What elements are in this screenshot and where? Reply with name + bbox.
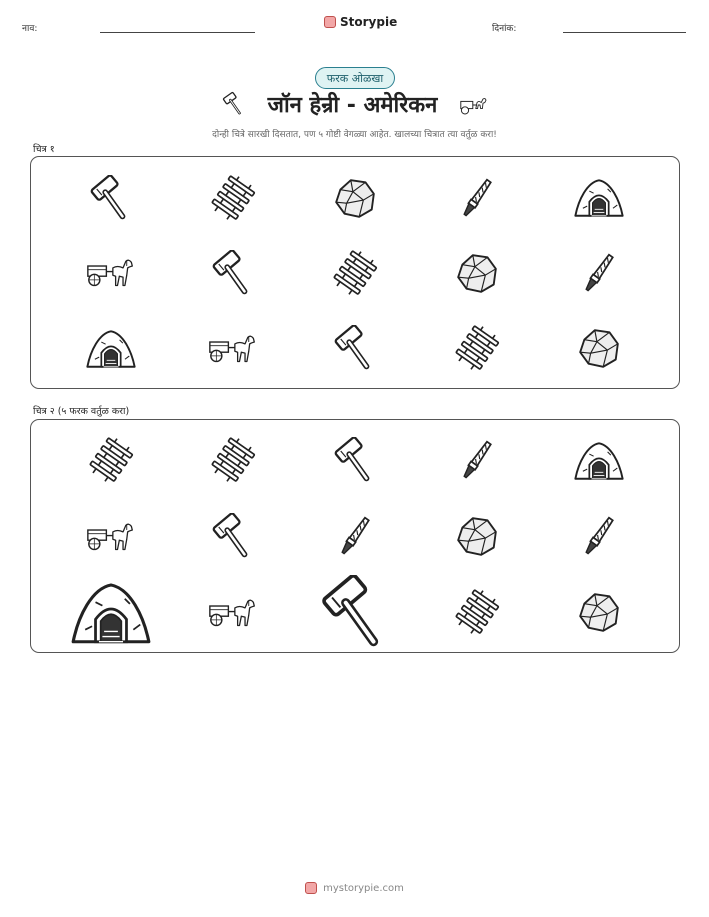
picture-cell[interactable]	[294, 311, 416, 386]
picture-cell[interactable]	[294, 498, 416, 574]
chisel-icon	[332, 513, 378, 559]
footer	[0, 882, 709, 894]
hammer-icon	[88, 175, 134, 221]
picture-cell[interactable]	[50, 422, 172, 498]
horse-cart-icon	[208, 596, 258, 629]
name-label: नाव:	[22, 24, 38, 34]
tunnel-icon	[572, 439, 626, 482]
railroad-track-icon	[210, 437, 256, 483]
picture-cell[interactable]	[172, 422, 294, 498]
picture-cell[interactable]	[50, 574, 172, 650]
hammer-icon	[332, 437, 378, 483]
rock-icon	[576, 325, 622, 371]
brand-logo	[324, 15, 397, 29]
picture-1-label: चित्र १	[33, 144, 55, 155]
railroad-track-icon	[454, 325, 500, 371]
horse-cart-icon	[459, 94, 489, 116]
railroad-track-icon	[332, 250, 378, 296]
horse-cart-icon	[86, 256, 136, 289]
picture-cell[interactable]	[172, 574, 294, 650]
picture-1-grid	[50, 160, 660, 386]
picture-cell[interactable]	[50, 160, 172, 235]
picture-cell[interactable]	[172, 498, 294, 574]
brand-name: Storypie	[340, 15, 398, 29]
hammer-icon	[210, 513, 256, 559]
railroad-track-icon	[454, 589, 500, 635]
horse-cart-icon	[208, 332, 258, 365]
rock-icon	[454, 513, 500, 559]
picture-cell[interactable]	[294, 160, 416, 235]
picture-cell[interactable]	[416, 311, 538, 386]
picture-cell[interactable]	[416, 498, 538, 574]
rock-icon	[454, 250, 500, 296]
picture-cell[interactable]	[294, 235, 416, 310]
picture-cell[interactable]	[294, 574, 416, 650]
picture-cell[interactable]	[538, 160, 660, 235]
picture-cell[interactable]	[416, 160, 538, 235]
chisel-icon	[454, 175, 500, 221]
picture-2-label: चित्र २ (५ फरक वर्तुळ करा)	[33, 406, 130, 417]
name-field[interactable]	[100, 32, 255, 33]
picture-cell[interactable]	[416, 574, 538, 650]
activity-badge: फरक ओळखा	[315, 67, 395, 89]
storypie-logo-icon	[305, 882, 317, 894]
title-text: जॉन हेन्री - अमेरिकन	[267, 93, 438, 118]
tunnel-icon	[572, 176, 626, 219]
picture-cell[interactable]	[50, 498, 172, 574]
picture-cell[interactable]	[172, 235, 294, 310]
hammer-icon	[318, 575, 392, 649]
hammer-icon	[210, 250, 256, 296]
hammer-icon	[332, 325, 378, 371]
picture-cell[interactable]	[538, 574, 660, 650]
railroad-track-icon	[210, 175, 256, 221]
picture-cell[interactable]	[538, 235, 660, 310]
rock-icon	[332, 175, 378, 221]
chisel-icon	[454, 437, 500, 483]
chisel-icon	[576, 513, 622, 559]
footer-url[interactable]: mystorypie.com	[323, 882, 404, 894]
rock-icon	[576, 589, 622, 635]
picture-2-grid	[50, 422, 660, 650]
picture-cell[interactable]	[172, 160, 294, 235]
picture-cell[interactable]	[538, 498, 660, 574]
date-field[interactable]	[563, 32, 686, 33]
picture-cell[interactable]	[416, 422, 538, 498]
picture-cell[interactable]	[294, 422, 416, 498]
hammer-icon	[220, 91, 246, 117]
tunnel-icon	[84, 327, 138, 370]
date-label: दिनांक:	[492, 24, 517, 34]
chisel-icon	[576, 250, 622, 296]
page-title	[0, 89, 709, 119]
picture-cell[interactable]	[538, 422, 660, 498]
railroad-track-icon	[88, 437, 134, 483]
storypie-logo-icon	[324, 16, 336, 28]
instructions: दोन्ही चित्रे सारखी दिसतात, पण ५ गोष्टी वेगळ्या आहेत. खालच्या चित्रात त्या वर्तुळ करा!	[212, 130, 497, 140]
horse-cart-icon	[86, 520, 136, 553]
tunnel-icon	[68, 578, 154, 647]
picture-cell[interactable]	[538, 311, 660, 386]
picture-cell[interactable]	[416, 235, 538, 310]
picture-cell[interactable]	[50, 311, 172, 386]
picture-cell[interactable]	[50, 235, 172, 310]
picture-cell[interactable]	[172, 311, 294, 386]
